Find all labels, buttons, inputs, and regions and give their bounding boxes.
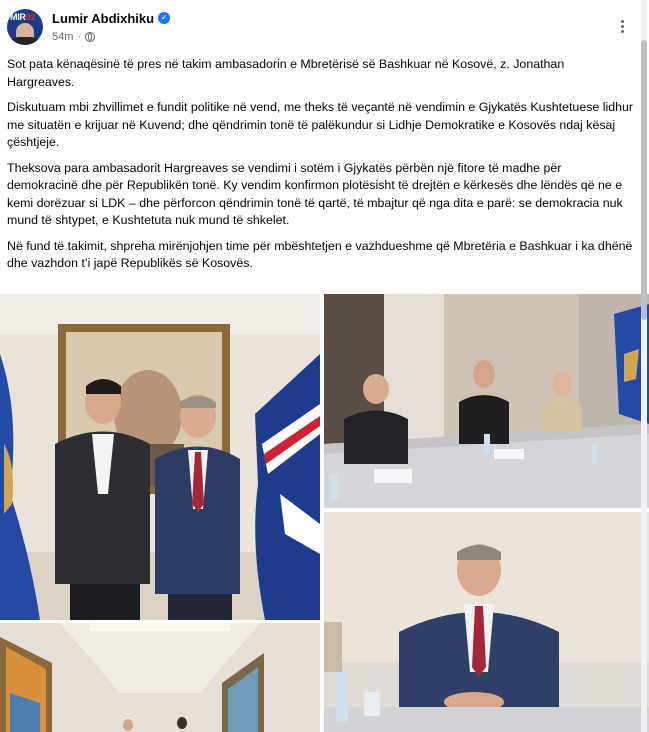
post-text (7, 56, 635, 281)
avatar-text: MIR02 (10, 12, 36, 22)
author-name[interactable]: Lumir Abdixhiku (52, 10, 155, 26)
post-paragraph: Theksova para ambasadorit Hargreaves se vendimi i sotëm i Gjykatës përbën një fitore të madhe për demokracinë dhe për Republikën tonë. Ky vendim konfirmon plotësisht të drejtën e kërkesës dhe lëndës që ne e kemi dorëzuar si LDK – dhe përforcon qëndrimin tonë të qartë, të mbajtur që nga dita e parë: se demokracia nuk mund të shtypet, e Kushtetuta nuk mund të shkelet. (7, 160, 623, 227)
author-avatar[interactable] (7, 9, 43, 45)
photo-meeting-illustration (324, 294, 649, 508)
globe-icon[interactable] (85, 32, 95, 42)
author-row (52, 9, 170, 27)
page-scrollbar[interactable] (641, 0, 647, 732)
photo-ambassador-illustration (324, 512, 649, 732)
post-paragraph: Sot pata kënaqësinë të pres në takim ambasadorin e Mbretërisë së Bashkuar në Kosovë, z. Jonathan Hargreaves. (7, 57, 565, 89)
photo-standing-illustration (0, 294, 320, 620)
verified-badge-icon: ✓ (158, 12, 170, 24)
post-photo-corridor[interactable] (0, 623, 320, 732)
more-options-icon[interactable] (610, 14, 634, 38)
post-header (0, 0, 649, 52)
post-meta (52, 30, 95, 44)
photo-corridor-illustration (0, 623, 320, 732)
scrollbar-thumb[interactable] (641, 40, 647, 320)
post-timestamp[interactable]: 54m (52, 31, 74, 43)
post-photo-standing[interactable] (0, 294, 320, 620)
meta-separator: · (77, 31, 82, 43)
avatar-suit (9, 37, 41, 45)
post-paragraph: Në fund të takimit, shpreha mirënjohjen time për mbështetjen e vazhdueshme që Mbretëria e Bashkuar i ka dhënë dhe vazhdon t’i japë Republikës së Kosovës. (7, 238, 633, 270)
post-photo-ambassador[interactable] (324, 512, 649, 732)
post-photo-meeting[interactable] (324, 294, 649, 508)
post-paragraph: Diskutuam mbi zhvillimet e fundit politike në vend, me theks të veçantë në vendimin e Gjykatës Kushtetuese lidhur me situatën e krijuar në Kuvend; dhe qëndrimin tonë të palëkundur si Lidhje Demokratike e Kosovës ndaj kësaj çështjeje. (7, 100, 634, 149)
